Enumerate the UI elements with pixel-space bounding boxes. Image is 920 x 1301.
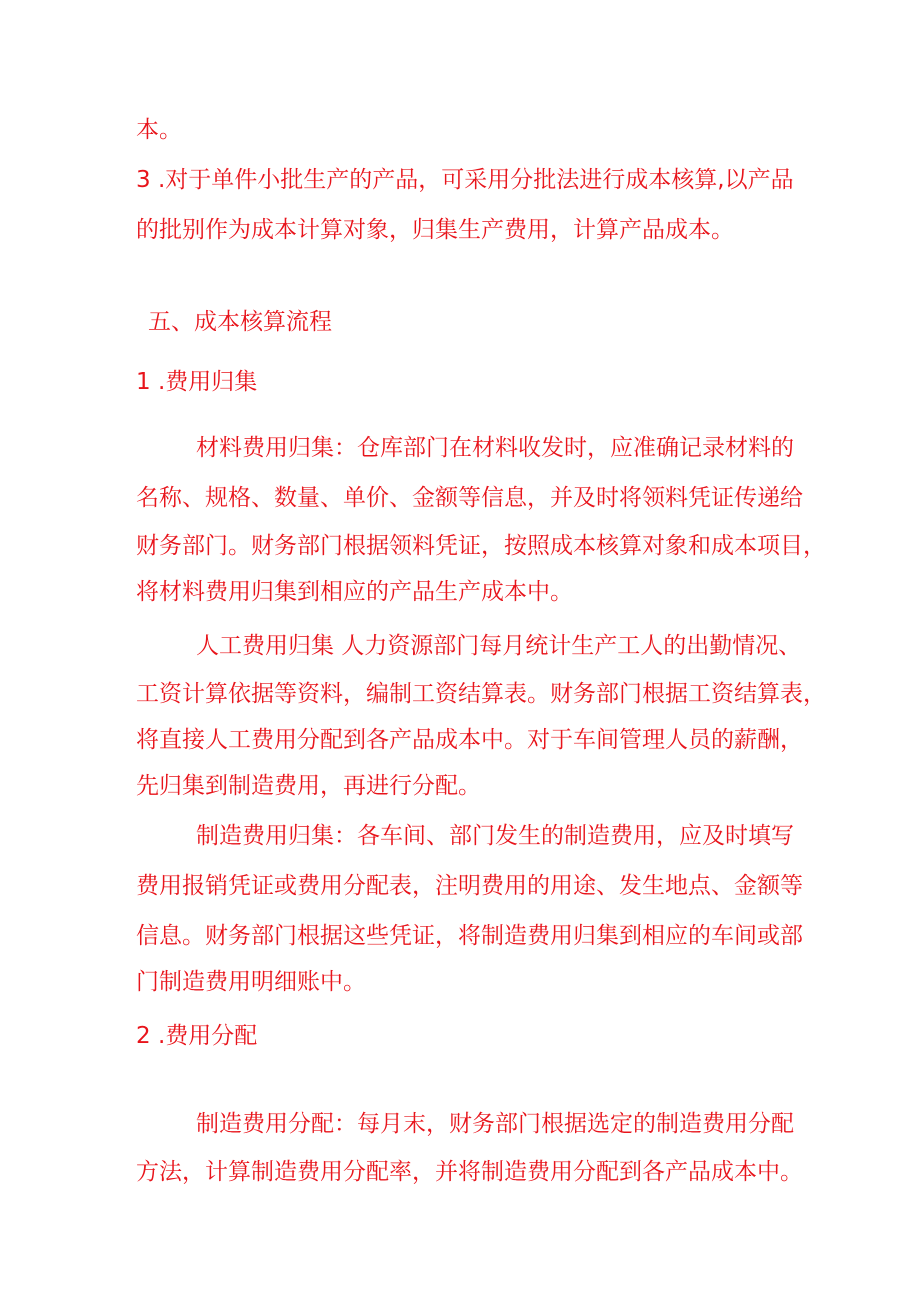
paragraph-line: 制造费用分配：每月末，财务部门根据选定的制造费用分配	[196, 1111, 794, 1137]
paragraph-line: 将材料费用归集到相应的产品生产成本中。	[136, 579, 573, 605]
paragraph-line: 财务部门。财务部门根据领料凭证，按照成本核算对象和成本项目，	[136, 533, 826, 559]
paragraph-line: 材料费用归集：仓库部门在材料收发时，应准确记录材料的	[196, 435, 794, 461]
paragraph-line: 门制造费用明细账中。	[136, 969, 366, 995]
paragraph-line: 将直接人工费用分配到各产品成本中。对于车间管理人员的薪酬，	[136, 727, 803, 753]
paragraph-line: 人工费用归集 人力资源部门每月统计生产工人的出勤情况、	[196, 633, 802, 659]
paragraph-line: 工资计算依据等资料，编制工资结算表。财务部门根据工资结算表，	[136, 681, 826, 707]
paragraph-line: 费用报销凭证或费用分配表，注明费用的用途、发生地点、金额等	[136, 873, 803, 899]
subsection-heading-1: 1 .费用归集	[136, 369, 258, 395]
paragraph-line: 方法，计算制造费用分配率，并将制造费用分配到各产品成本中。	[136, 1159, 803, 1185]
section-heading: 五、成本核算流程	[148, 309, 332, 335]
text-line: 的批别作为成本计算对象，归集生产费用，计算产品成本。	[136, 217, 734, 243]
paragraph-line: 名称、规格、数量、单价、金额等信息，并及时将领料凭证传递给	[136, 485, 803, 511]
subsection-heading-2: 2 .费用分配	[136, 1023, 258, 1049]
paragraph-line: 信息。财务部门根据这些凭证，将制造费用归集到相应的车间或部	[136, 923, 803, 949]
text-line: 本。	[136, 117, 182, 143]
paragraph-line: 先归集到制造费用，再进行分配。	[136, 773, 481, 799]
paragraph-line: 制造费用归集：各车间、部门发生的制造费用，应及时填写	[196, 823, 794, 849]
list-item-3: 3 .对于单件小批生产的产品，可采用分批法进行成本核算,以产品	[136, 167, 794, 193]
